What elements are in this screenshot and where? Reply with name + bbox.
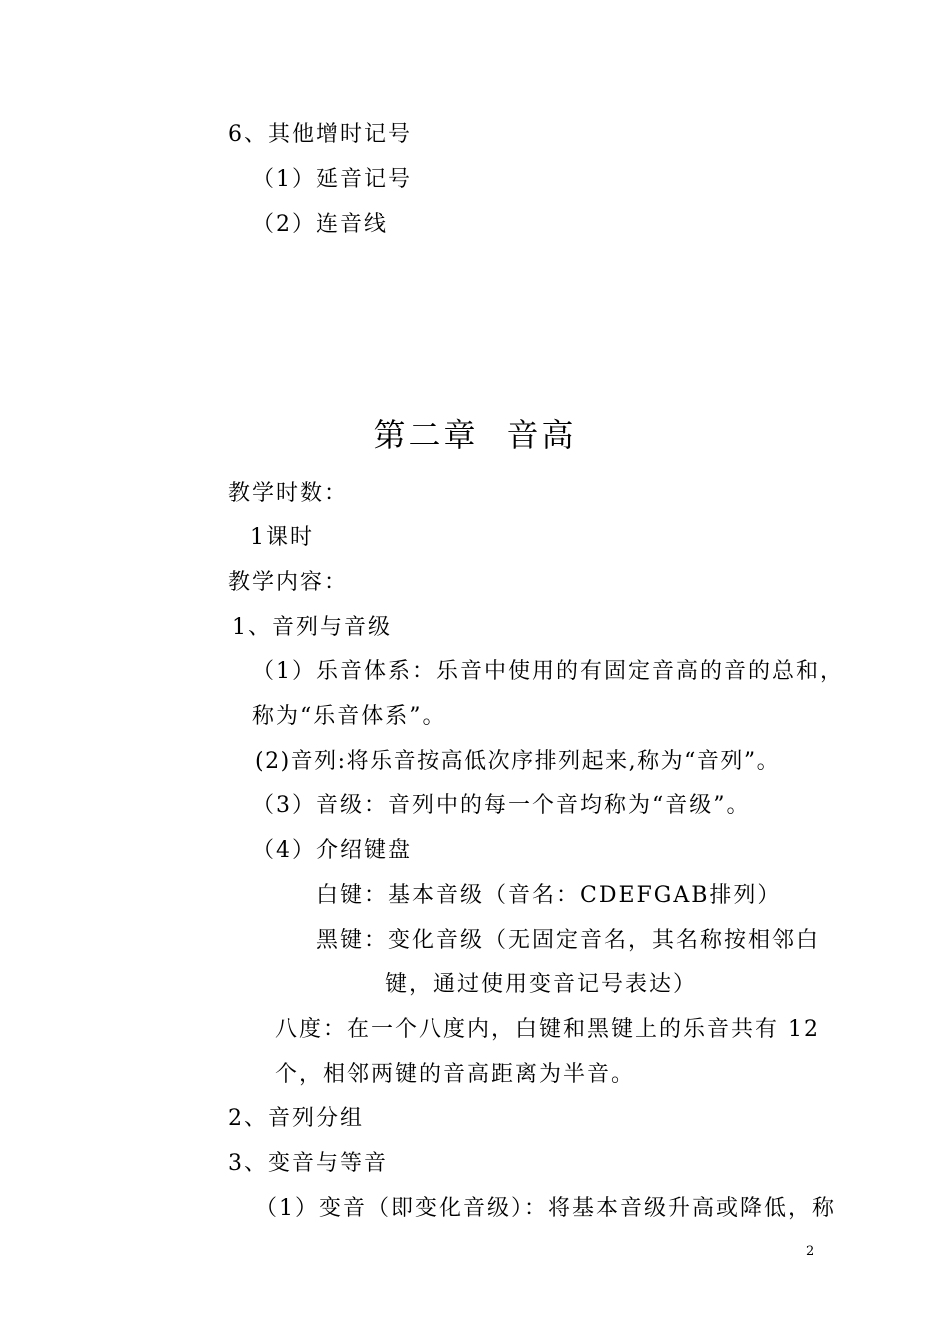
black-key-description-line2: 键，通过使用变音记号表达） bbox=[385, 972, 698, 997]
teaching-hours-value: 1课时 bbox=[250, 525, 314, 550]
section-2-heading: 2、音列分组 bbox=[228, 1106, 364, 1131]
octave-description-line2: 个，相邻两键的音高距离为半音。 bbox=[275, 1062, 636, 1087]
section-1-p1-line2: 称为“乐音体系”。 bbox=[252, 704, 447, 729]
section-3-heading: 3、变音与等音 bbox=[228, 1151, 388, 1176]
section-6-item-1: （1）延音记号 bbox=[252, 167, 412, 192]
chapter-title bbox=[0, 415, 950, 455]
white-key-description: 白键：基本音级（音名：CDEFGAB排列） bbox=[316, 883, 782, 908]
page-number: 2 bbox=[806, 1244, 815, 1259]
teaching-hours-label: 教学时数： bbox=[228, 481, 349, 506]
teaching-content-label: 教学内容： bbox=[228, 570, 349, 595]
octave-description-line1: 八度：在一个八度内，白键和黑键上的乐音共有 12 bbox=[275, 1017, 820, 1042]
section-1-p3: （3）音级：音列中的每一个音均称为“音级”。 bbox=[252, 793, 751, 818]
chapter-name: 音高 bbox=[506, 416, 577, 454]
section-1-heading: 1、音列与音级 bbox=[232, 615, 392, 640]
section-1-p2: (2)音列:将乐音按高低次序排列起来,称为“音列”。 bbox=[255, 749, 781, 774]
black-key-description-line1: 黑键：变化音级（无固定音名，其名称按相邻白 bbox=[316, 928, 821, 953]
section-1-p4: （4）介绍键盘 bbox=[252, 838, 412, 863]
section-1-p1-line1: （1）乐音体系：乐音中使用的有固定音高的音的总和， bbox=[252, 659, 844, 684]
section-3-p1-line1: （1）变音（即变化音级）：将基本音级升高或降低，称 bbox=[255, 1196, 836, 1221]
section-6-heading: 6、其他增时记号 bbox=[228, 122, 412, 147]
section-6-item-2: （2）连音线 bbox=[252, 212, 388, 237]
chapter-number: 第二章 bbox=[373, 416, 479, 454]
